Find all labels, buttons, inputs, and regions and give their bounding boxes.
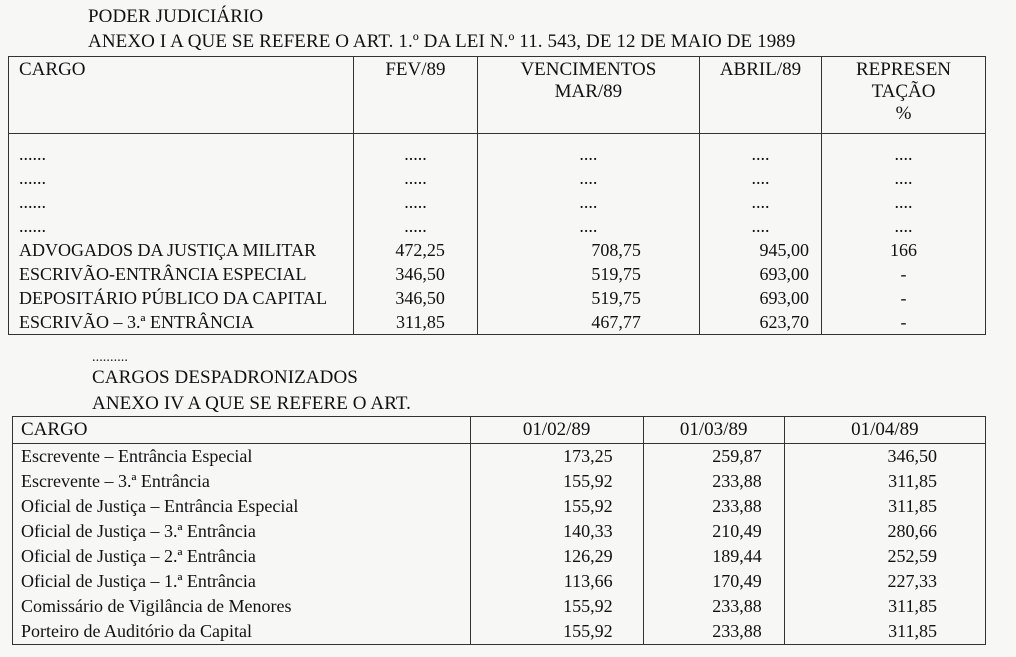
value-cell: 233,88 (643, 594, 784, 619)
header-line-mar89: MAR/89 (554, 81, 623, 102)
table-row (13, 519, 986, 544)
header-line-tacao: TAÇÃO (871, 81, 936, 102)
table-row (9, 166, 986, 190)
value-cell: .... (822, 166, 986, 190)
table-row (13, 594, 986, 619)
value-cell: .... (699, 190, 821, 214)
cargo-cell: ...... (9, 166, 354, 190)
column-header-01-03-89: 01/03/89 (643, 417, 784, 444)
cargo-cell: Oficial de Justiça – 2.ª Entrância (13, 544, 471, 569)
value-cell: 346,50 (354, 262, 478, 286)
salary-table-anexo-i (8, 56, 986, 335)
value-cell: 346,50 (354, 286, 478, 310)
value-cell: 311,85 (354, 310, 478, 335)
value-cell: 311,85 (784, 494, 985, 519)
table-row (13, 619, 986, 645)
value-cell: 708,75 (477, 238, 699, 262)
value-cell: - (822, 286, 986, 310)
value-cell: ..... (354, 190, 478, 214)
value-cell: 693,00 (699, 262, 821, 286)
value-cell: .... (822, 134, 986, 167)
header-line-percent: % (895, 103, 912, 124)
value-cell: .... (477, 214, 699, 238)
cargo-cell: Porteiro de Auditório da Capital (13, 619, 471, 645)
cargo-cell: ...... (9, 190, 354, 214)
table-row (9, 262, 986, 286)
value-cell: 252,59 (784, 544, 985, 569)
value-cell: 311,85 (784, 619, 985, 645)
value-cell: 233,88 (643, 494, 784, 519)
table-row (9, 238, 986, 262)
value-cell: 170,49 (643, 569, 784, 594)
value-cell: 210,49 (643, 519, 784, 544)
value-cell: .... (477, 134, 699, 167)
value-cell: .... (699, 166, 821, 190)
cargo-cell: ADVOGADOS DA JUSTIÇA MILITAR (9, 238, 354, 262)
value-cell: 233,88 (643, 469, 784, 494)
cargo-cell: Escrevente – 3.ª Entrância (13, 469, 471, 494)
page-title: PODER JUDICIÁRIO (88, 6, 264, 27)
cargo-cell: Oficial de Justiça – Entrância Especial (13, 494, 471, 519)
table-row (13, 469, 986, 494)
column-header-01-04-89: 01/04/89 (784, 417, 985, 444)
table-row (9, 310, 986, 335)
value-cell: 259,87 (643, 444, 784, 470)
value-cell: 346,50 (784, 444, 985, 470)
value-cell: .... (477, 190, 699, 214)
column-header-representacao (822, 57, 986, 134)
value-cell: 155,92 (470, 469, 643, 494)
value-cell: 227,33 (784, 569, 985, 594)
table-row (9, 190, 986, 214)
section-subtitle: ANEXO IV A QUE SE REFERE O ART. (92, 393, 411, 414)
value-cell: 623,70 (699, 310, 821, 335)
column-header-cargo: CARGO (13, 417, 471, 444)
value-cell: ..... (354, 134, 478, 167)
column-header-vencimentos-mar89 (477, 57, 699, 134)
value-cell: - (822, 310, 986, 335)
cargo-cell: DEPOSITÁRIO PÚBLICO DA CAPITAL (9, 286, 354, 310)
table-header-row (13, 417, 986, 444)
cargo-cell: Oficial de Justiça – 3.ª Entrância (13, 519, 471, 544)
table-row (9, 286, 986, 310)
value-cell: 467,77 (477, 310, 699, 335)
value-cell: .... (699, 134, 821, 167)
value-cell: 233,88 (643, 619, 784, 645)
cargo-cell: Oficial de Justiça – 1.ª Entrância (13, 569, 471, 594)
table-header-row (9, 57, 986, 134)
table-row (9, 134, 986, 167)
value-cell: 311,85 (784, 469, 985, 494)
value-cell: - (822, 262, 986, 286)
table-row (13, 494, 986, 519)
value-cell: 472,25 (354, 238, 478, 262)
page-subtitle: ANEXO I A QUE SE REFERE O ART. 1.º DA LEI N.º 11. 543, DE 12 DE MAIO DE 1989 (88, 31, 796, 52)
table-row (13, 544, 986, 569)
value-cell: .... (822, 190, 986, 214)
cargo-cell: ...... (9, 134, 354, 167)
value-cell: 126,29 (470, 544, 643, 569)
cargo-cell: Escrevente – Entrância Especial (13, 444, 471, 470)
value-cell: 155,92 (470, 619, 643, 645)
value-cell: .... (822, 214, 986, 238)
section-title: CARGOS DESPADRONIZADOS (92, 367, 358, 388)
cargo-cell: ESCRIVÃO – 3.ª ENTRÂNCIA (9, 310, 354, 335)
value-cell: 155,92 (470, 594, 643, 619)
value-cell: 311,85 (784, 594, 985, 619)
table-row (13, 444, 986, 470)
value-cell: ..... (354, 166, 478, 190)
column-header-01-02-89: 01/02/89 (470, 417, 643, 444)
value-cell: 113,66 (470, 569, 643, 594)
table-row (13, 569, 986, 594)
cargo-cell: ESCRIVÃO-ENTRÂNCIA ESPECIAL (9, 262, 354, 286)
value-cell: 945,00 (699, 238, 821, 262)
header-line-vencimentos: VENCIMENTOS (520, 59, 657, 80)
value-cell: 280,66 (784, 519, 985, 544)
value-cell: 173,25 (470, 444, 643, 470)
column-header-abril89: ABRIL/89 (699, 57, 821, 134)
value-cell: 166 (822, 238, 986, 262)
value-cell: ..... (354, 214, 478, 238)
column-header-cargo: CARGO (9, 57, 354, 134)
column-header-fev89: FEV/89 (354, 57, 478, 134)
header-line-represen: REPRESEN (856, 59, 952, 80)
value-cell: 189,44 (643, 544, 784, 569)
cargo-cell: Comissário de Vigilância de Menores (13, 594, 471, 619)
value-cell: 519,75 (477, 262, 699, 286)
salary-table-anexo-iv (12, 416, 986, 645)
cargo-cell: ...... (9, 214, 354, 238)
table-row (9, 214, 986, 238)
ellipsis-marker: .......... (92, 350, 128, 365)
value-cell: 519,75 (477, 286, 699, 310)
value-cell: .... (477, 166, 699, 190)
value-cell: 155,92 (470, 494, 643, 519)
value-cell: .... (699, 214, 821, 238)
value-cell: 693,00 (699, 286, 821, 310)
value-cell: 140,33 (470, 519, 643, 544)
